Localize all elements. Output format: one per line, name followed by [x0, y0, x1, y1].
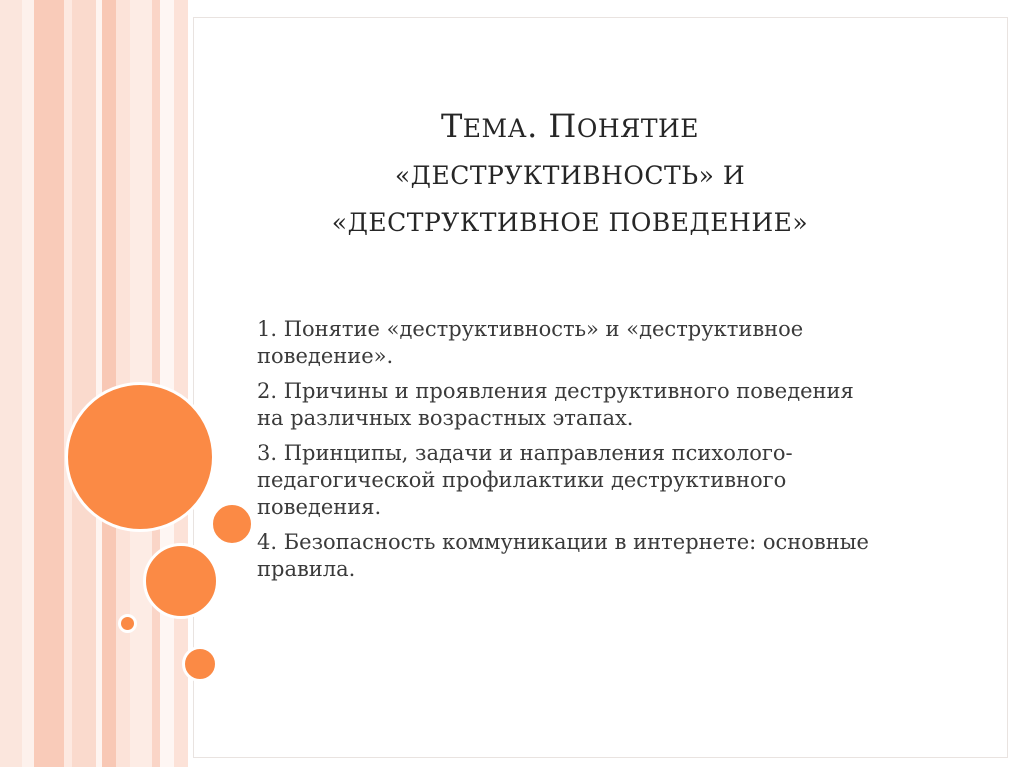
decor-circle-small	[182, 646, 218, 682]
agenda-item-text: на различных возрастных этапах.	[257, 406, 634, 430]
title-text: .	[527, 107, 549, 145]
agenda-item-text: поведение».	[257, 344, 394, 368]
decor-stripe	[34, 0, 64, 767]
agenda-item-text: 2. Причины и проявления деструктивного поведения	[257, 379, 854, 403]
agenda-item	[257, 378, 957, 432]
title-text: «ДЕСТРУКТИВНОЕ ПОВЕДЕНИЕ»	[331, 208, 809, 237]
title-text: ОНЯТИЕ	[576, 114, 700, 143]
agenda-item-text: 3. Принципы, задачи и направления психолого-	[257, 441, 793, 465]
title-text: И	[722, 161, 746, 190]
frame-bottom	[193, 757, 1008, 758]
agenda-item	[257, 316, 957, 370]
decor-stripe	[0, 0, 22, 767]
agenda-item-text: правила.	[257, 557, 356, 581]
decor-stripe	[102, 0, 116, 767]
frame-right	[1007, 17, 1008, 758]
title-text: ЕМА	[462, 114, 528, 143]
agenda-item	[257, 440, 957, 521]
title-line	[260, 152, 880, 199]
decor-circle-large	[65, 382, 215, 532]
agenda-list	[257, 316, 957, 591]
agenda-item-text: педагогической профилактики деструктивного	[257, 468, 787, 492]
agenda-item-text: поведения.	[257, 495, 382, 519]
slide-title	[260, 103, 880, 246]
agenda-item-text: 4. Безопасность коммуникации в интернете: основные	[257, 530, 869, 554]
decor-stripe	[64, 0, 72, 767]
title-text: П	[548, 107, 577, 145]
frame-top	[193, 17, 1008, 18]
decor-stripe	[72, 0, 96, 767]
agenda-item	[257, 529, 957, 583]
decor-stripe	[160, 0, 174, 767]
title-text: Т	[440, 107, 463, 145]
decor-circle-small	[210, 502, 254, 546]
title-line	[260, 199, 880, 246]
decor-stripe	[22, 0, 34, 767]
agenda-item-text: 1. Понятие «деструктивность» и «деструктивное	[257, 317, 804, 341]
decor-circle-medium	[143, 543, 219, 619]
title-text: «ДЕСТРУКТИВНОСТЬ»	[394, 161, 723, 190]
title-line	[260, 103, 880, 152]
decor-circle-tiny	[118, 614, 137, 633]
